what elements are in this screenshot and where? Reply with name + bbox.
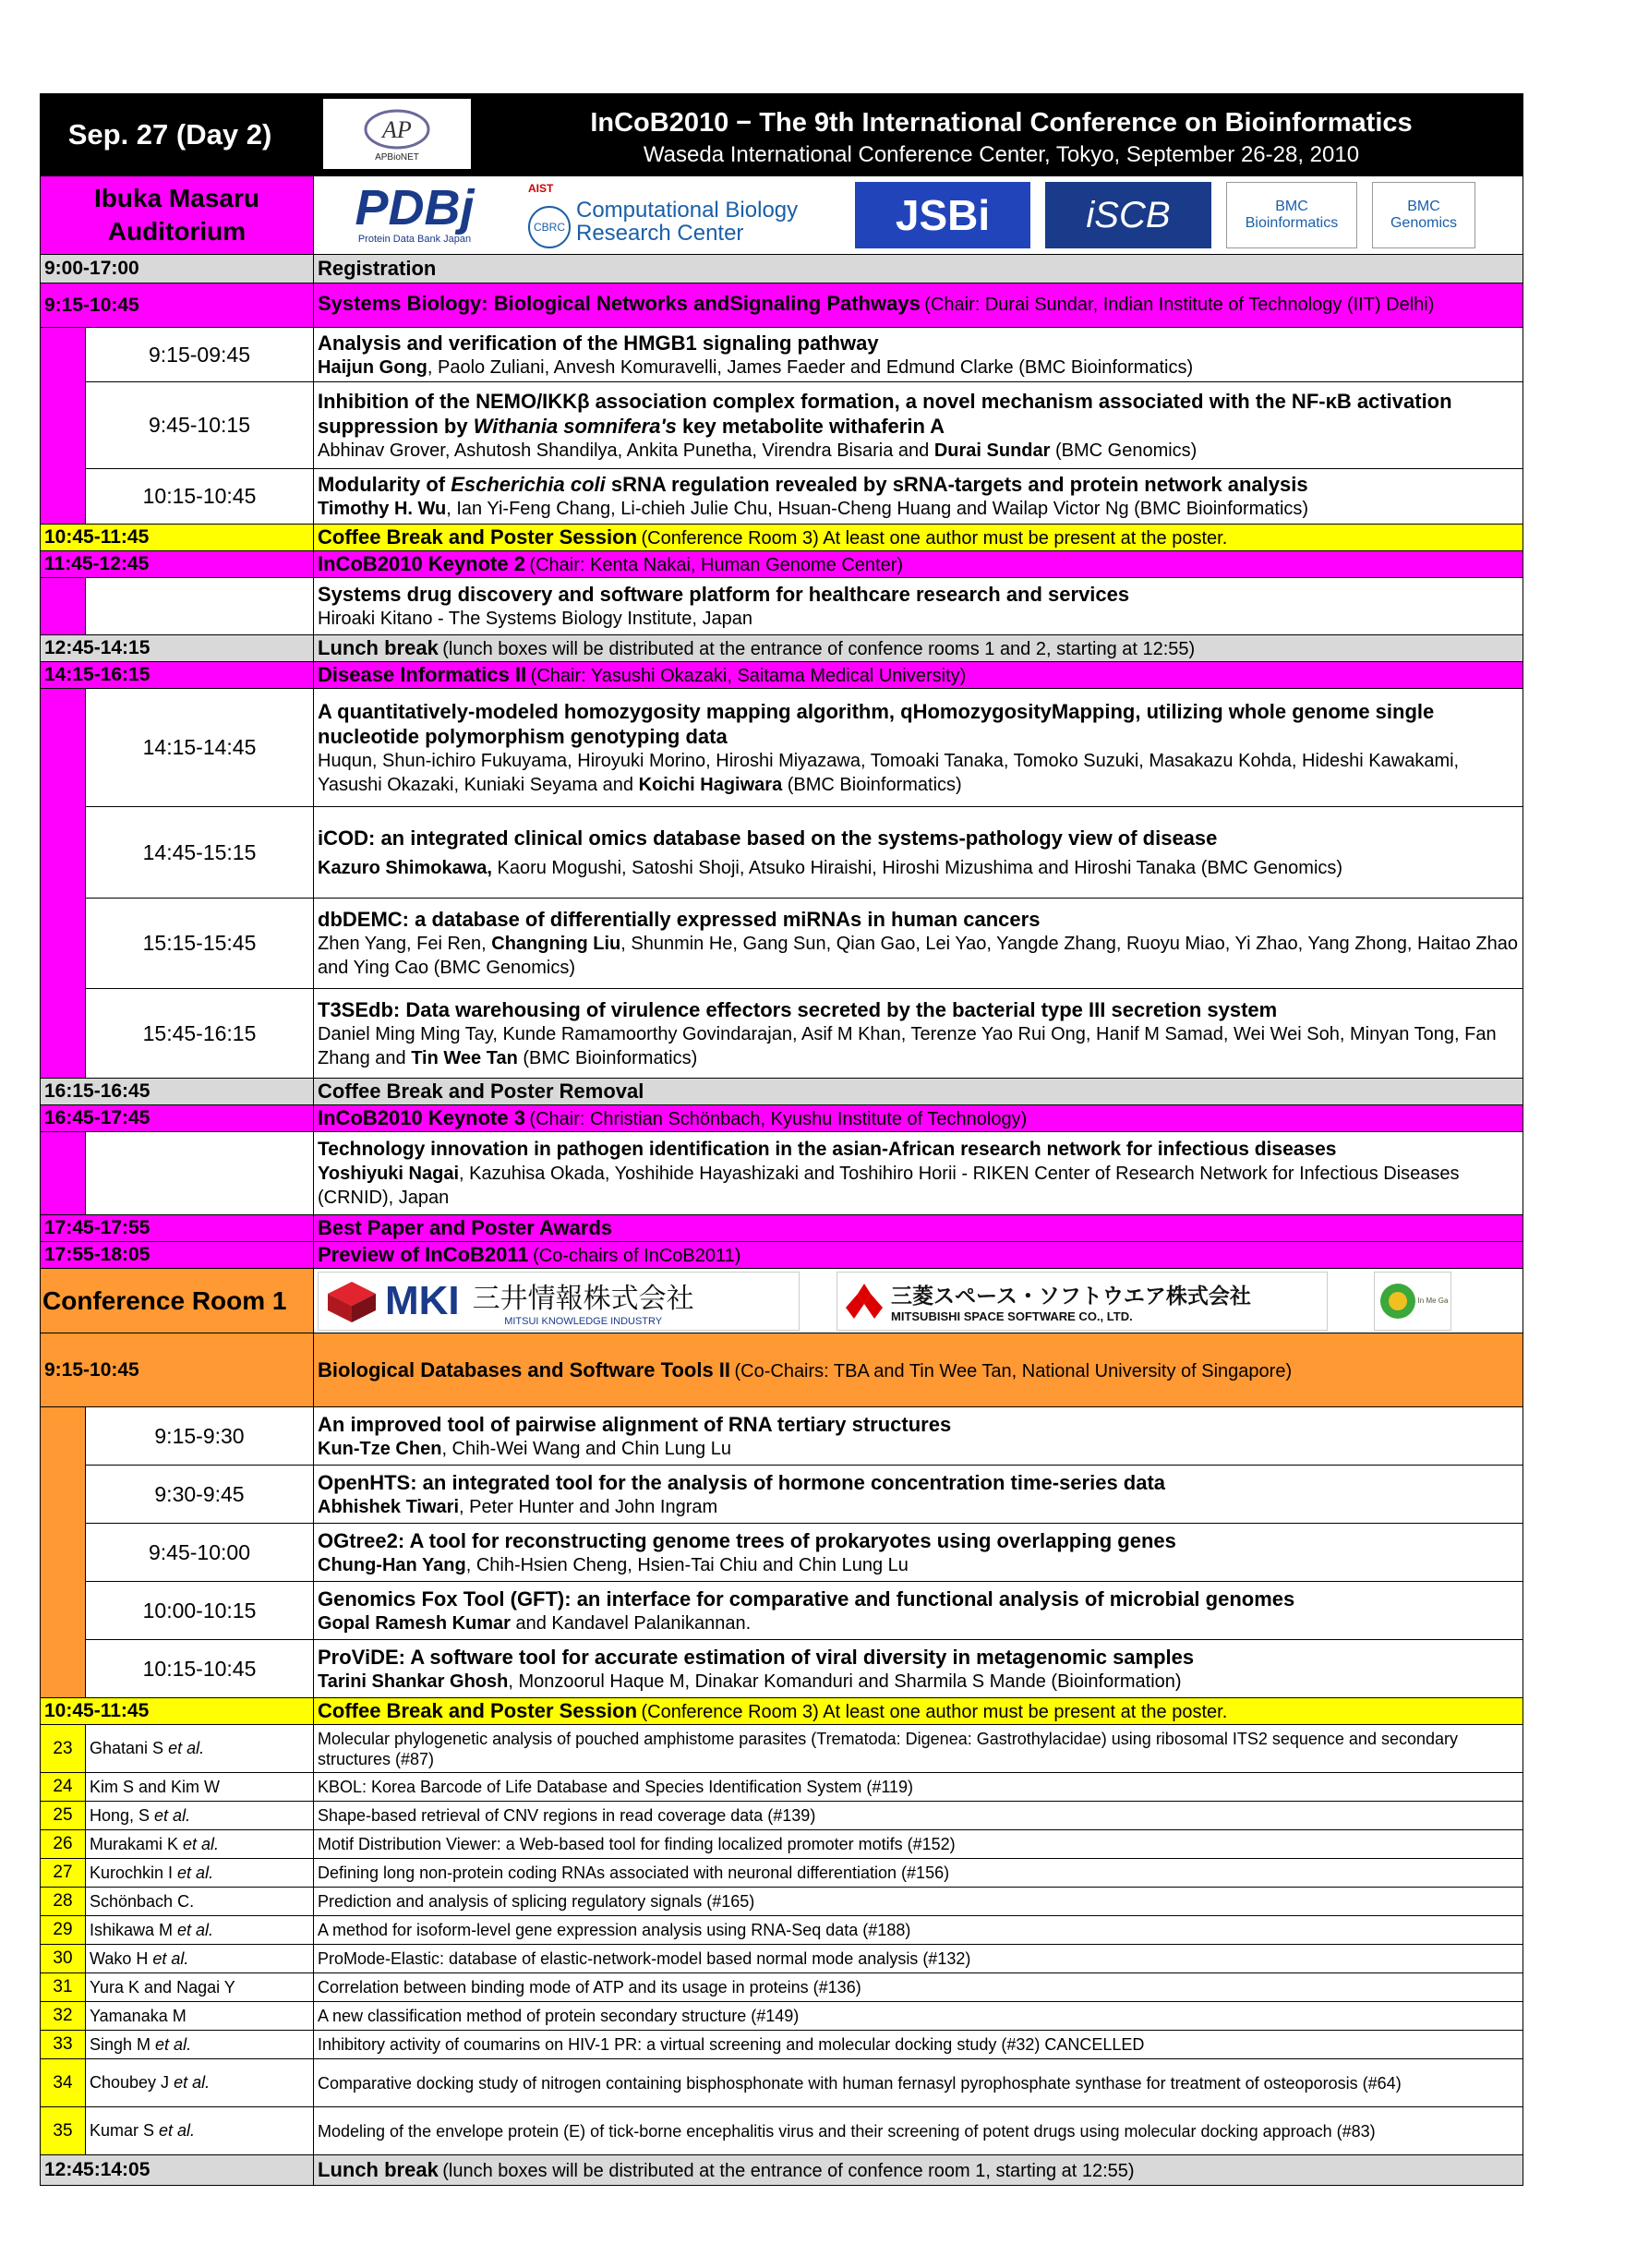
pdbj-logo: PDBj Protein Data Bank Japan [318, 182, 512, 248]
sponsor-logos [318, 178, 1519, 252]
talk-row: 10:15-10:45 Modularity of Escherichia coli sRNA regulation revealed by sRNA-targets and protein network analysis Timothy H. Wu, Ian Yi-Feng Chang, Li-chieh Julie Chu, Hsuan-Cheng Huang and Wailap Victor Ng (BMC Bioinformatics) [41, 469, 1523, 525]
poster-author: Murakami K et al. [86, 1830, 314, 1859]
poster-author: Wako H et al. [86, 1945, 314, 1973]
talk-row: 9:45-10:15 Inhibition of the NEMO/IKKβ association complex formation, a novel mechanism associated with the NF-κB activation suppression by Withania somnifera's key metabolite withaferin A Abhinav Grover, Ashutosh Shandilya, Ankita Punetha, Virendra Bisaria and Durai Sundar (BMC Genomics) [41, 382, 1523, 469]
poster-author: Yura K and Nagai Y [86, 1973, 314, 2002]
talk-row: 10:15-10:45 ProViDE: A software tool for accurate estimation of viral diversity in metagenomic samples Tarini Shankar Ghosh, Monzoorul Haque M, Dinakar Komanduri and Sharmila S Mande (Bioinformation) [41, 1640, 1523, 1698]
schedule-sheet [40, 93, 1523, 2186]
poster-row [41, 1859, 1523, 1888]
inmega-logo: In Me Ga [1374, 1272, 1451, 1331]
poster-author: Schönbach C. [86, 1888, 314, 1916]
poster-author: Kim S and Kim W [86, 1773, 314, 1802]
poster-title: Molecular phylogenetic analysis of pouched amphistome parasites (Trematoda: Digenea: Gastrothylacidae) using ribosomal ITS2 sequence and secondary structures (#87) [314, 1725, 1523, 1773]
poster-title: Motif Distribution Viewer: a Web-based tool for finding localized promoter motifs (#152) [314, 1830, 1523, 1859]
poster-number: 33 [41, 2031, 86, 2059]
awards-row: 17:45-17:55 Best Paper and Poster Awards [41, 1215, 1523, 1242]
talk-row: 9:45-10:00 OGtree2: A tool for reconstructing genome trees of prokaryotes using overlapping genes Chung-Han Yang, Chih-Hsien Cheng, Hsien-Tai Chiu and Chin Lung Lu [41, 1524, 1523, 1582]
session-row: 9:15-10:45 Biological Databases and Software Tools II (Co-Chairs: TBA and Tin Wee Tan, National University of Singapore) [41, 1333, 1523, 1407]
poster-title: Modeling of the envelope protein (E) of tick-borne encephalitis virus and their screening of potent drugs using molecular docking approach (#83) [314, 2107, 1523, 2155]
poster-row [41, 2002, 1523, 2031]
poster-author: Choubey J et al. [86, 2059, 314, 2107]
poster-row [41, 1725, 1523, 1773]
poster-row [41, 1830, 1523, 1859]
coffee-row: 16:15-16:45 Coffee Break and Poster Removal [41, 1079, 1523, 1105]
poster-author: Singh M et al. [86, 2031, 314, 2059]
poster-number: 32 [41, 2002, 86, 2031]
poster-number: 30 [41, 1945, 86, 1973]
keynote-row: 16:45-17:45 InCoB2010 Keynote 3 (Chair: Christian Schönbach, Kyushu Institute of Technology) [41, 1105, 1523, 1132]
talk-row: 9:15-09:45 Analysis and verification of the HMGB1 signaling pathway Haijun Gong, Paolo Zuliani, Anvesh Komuravelli, James Faeder and Edmund Clarke (BMC Bioinformatics) [41, 328, 1523, 382]
poster-number: 25 [41, 1802, 86, 1830]
poster-row [41, 1888, 1523, 1916]
talk-row: 14:15-14:45 A quantitatively-modeled homozygosity mapping algorithm, qHomozygosityMapping, utilizing whole genome single nucleotide polymorphism genotyping data Huqun, Shun-ichiro Fukuyama, Hiroyuki Morino, Hiroshi Miyazawa, Tomoaki Tanaka, Tomoko Suzuki, Masakazu Kohda, Hideshi Kawakami, Yasushi Okazaki, Kuniaki Seyama and Koichi Hagiwara (BMC Bioinformatics) [41, 689, 1523, 807]
poster-number: 24 [41, 1773, 86, 1802]
mitsubishi-space-logo: 三菱スペース・ソフトウエア株式会社 MITSUBISHI SPACE SOFTWARE CO., LTD. [837, 1272, 1328, 1331]
conference-subtitle: Waseda International Conference Center, Tokyo, September 26-28, 2010 [643, 141, 1360, 167]
poster-title: Correlation between binding mode of ATP and its usage in proteins (#136) [314, 1973, 1523, 2002]
talk-row: 9:30-9:45 OpenHTS: an integrated tool for the analysis of hormone concentration time-series data Abhishek Tiwari, Peter Hunter and John Ingram [41, 1466, 1523, 1524]
bmc-bioinformatics-logo: BMC Bioinformatics [1226, 182, 1357, 248]
poster-number: 26 [41, 1830, 86, 1859]
lunch-row: 12:45-14:15 Lunch break (lunch boxes will be distributed at the entrance of confence rooms 1 and 2, starting at 12:55) [41, 635, 1523, 662]
poster-author: Kurochkin I et al. [86, 1859, 314, 1888]
session-row: 14:15-16:15 Disease Informatics II (Chair: Yasushi Okazaki, Saitama Medical University) [41, 662, 1523, 689]
talk-row: 10:00-10:15 Genomics Fox Tool (GFT): an interface for comparative and functional analysis of microbial genomes Gopal Ramesh Kumar and Kandavel Palanikannan. [41, 1582, 1523, 1640]
talk-row: 15:15-15:45 dbDEMC: a database of differentially expressed miRNAs in human cancers Zhen Yang, Fei Ren, Changning Liu, Shunmin He, Gang Sun, Qian Gao, Lei Yao, Yangde Zhang, Ruoyu Miao, Yi Zhao, Yang Zhong, Haitao Zhao and Ying Cao (BMC Genomics) [41, 899, 1523, 989]
poster-title: ProMode-Elastic: database of elastic-network-model based normal mode analysis (#132) [314, 1945, 1523, 1973]
session-row: 9:15-10:45 Systems Biology: Biological Networks andSignaling Pathways (Chair: Durai Sundar, Indian Institute of Technology (IIT) Delhi) [41, 284, 1523, 328]
poster-author: Ishikawa M et al. [86, 1916, 314, 1945]
poster-row [41, 1802, 1523, 1830]
poster-author: Kumar S et al. [86, 2107, 314, 2155]
bmc-genomics-logo: BMC Genomics [1372, 182, 1475, 248]
poster-number: 29 [41, 1916, 86, 1945]
preview-row: 17:55-18:05 Preview of InCoB2011 (Co-chairs of InCoB2011) [41, 1242, 1523, 1269]
coffee-row: 10:45-11:45 Coffee Break and Poster Session (Conference Room 3) At least one author must be present at the poster. [41, 1698, 1523, 1725]
day-label: Sep. 27 (Day 2) [67, 118, 272, 151]
poster-row [41, 2031, 1523, 2059]
cbrc-logo: AIST CBRC Computational Biology Research Center [526, 182, 840, 248]
talk-row: 15:45-16:15 T3SEdb: Data warehousing of virulence effectors secreted by the bacterial type III secretion system Daniel Ming Ming Tay, Kunde Ramamoorthy Govindarajan, Asif M Khan, Terenze Yao Rui Ong, Hanif M Samad, Wei Wei Soh, Minyan Tong, Fan Zhang and Tin Wee Tan (BMC Bioinformatics) [41, 989, 1523, 1079]
schedule-table [40, 93, 1523, 2186]
poster-number: 28 [41, 1888, 86, 1916]
talk-row: 14:45-15:15 iCOD: an integrated clinical omics database based on the systems-pathology view of disease Kazuro Shimokawa, Kaoru Mogushi, Satoshi Shoji, Atsuko Hiraishi, Hiroshi Mizushima and Hiroshi Tanaka (BMC Genomics) [41, 807, 1523, 899]
poster-title: A new classification method of protein secondary structure (#149) [314, 2002, 1523, 2031]
header-row [41, 94, 1523, 176]
poster-number: 35 [41, 2107, 86, 2155]
poster-author: Hong, S et al. [86, 1802, 314, 1830]
talk-row: Technology innovation in pathogen identification in the asian-African research network for infectious diseases Yoshiyuki Nagai, Kazuhisa Okada, Yoshihide Hayashizaki and Toshihiro Horii - RIKEN Center of Research Network for Infectious Diseases (CRNID), Japan [41, 1132, 1523, 1215]
apbionet-logo: AP APBioNET [323, 99, 471, 169]
keynote-row: 11:45-12:45 InCoB2010 Keynote 2 (Chair: Kenta Nakai, Human Genome Center) [41, 551, 1523, 578]
svg-text:AP: AP [382, 115, 412, 143]
mki-logo: MKI 三井情報株式会社 MITSUI KNOWLEDGE INDUSTRY [318, 1272, 800, 1331]
poster-author: Ghatani S et al. [86, 1725, 314, 1773]
room1-name: Conference Room 1 [41, 1269, 314, 1333]
poster-number: 34 [41, 2059, 86, 2107]
poster-title: A method for isoform-level gene expression analysis using RNA-Seq data (#188) [314, 1916, 1523, 1945]
poster-title: KBOL: Korea Barcode of Life Database and Species Identification System (#119) [314, 1773, 1523, 1802]
poster-title: Prediction and analysis of splicing regulatory signals (#165) [314, 1888, 1523, 1916]
coffee-row: 10:45-11:45 Coffee Break and Poster Session (Conference Room 3) At least one author must be present at the poster. [41, 525, 1523, 551]
poster-title: Comparative docking study of nitrogen containing bisphosphonate with human fernasyl pyrophosphate synthase for treatment of osteoporosis (#64) [314, 2059, 1523, 2107]
poster-row [41, 2107, 1523, 2155]
jsbi-logo: JSBi [855, 182, 1030, 248]
poster-list [41, 1725, 1523, 2155]
conference-title: InCoB2010 − The 9th International Conference on Bioinformatics [590, 107, 1413, 138]
auditorium-header-row [41, 176, 1523, 255]
poster-author: Yamanaka M [86, 2002, 314, 2031]
registration-row: 9:00-17:00 Registration [41, 255, 1523, 284]
talk-row: 9:15-9:30 An improved tool of pairwise alignment of RNA tertiary structures Kun-Tze Chen, Chih-Wei Wang and Chin Lung Lu [41, 1407, 1523, 1466]
room1-sponsor-logos [318, 1272, 1519, 1331]
poster-row [41, 2059, 1523, 2107]
poster-row [41, 1973, 1523, 2002]
poster-number: 23 [41, 1725, 86, 1773]
iscb-logo: iSCB [1045, 182, 1211, 248]
poster-row [41, 1916, 1523, 1945]
poster-row [41, 1773, 1523, 1802]
poster-title: Shape-based retrieval of CNV regions in read coverage data (#139) [314, 1802, 1523, 1830]
lunch-row: 12:45:14:05 Lunch break (lunch boxes will be distributed at the entrance of confence room 1, starting at 12:55) [41, 2155, 1523, 2186]
mitsubishi-diamonds-icon [843, 1282, 885, 1321]
room1-header-row [41, 1269, 1523, 1333]
mki-cube-icon [324, 1278, 379, 1324]
poster-row [41, 1945, 1523, 1973]
poster-title: Defining long non-protein coding RNAs associated with neuronal differentiation (#156) [314, 1859, 1523, 1888]
poster-number: 31 [41, 1973, 86, 2002]
poster-number: 27 [41, 1859, 86, 1888]
poster-title: Inhibitory activity of coumarins on HIV-1 PR: a virtual screening and molecular docking study (#32) CANCELLED [314, 2031, 1523, 2059]
auditorium-name: Ibuka Masaru Auditorium [41, 176, 314, 255]
talk-row: Systems drug discovery and software platform for healthcare research and services Hiroaki Kitano - The Systems Biology Institute, Japan [41, 578, 1523, 635]
